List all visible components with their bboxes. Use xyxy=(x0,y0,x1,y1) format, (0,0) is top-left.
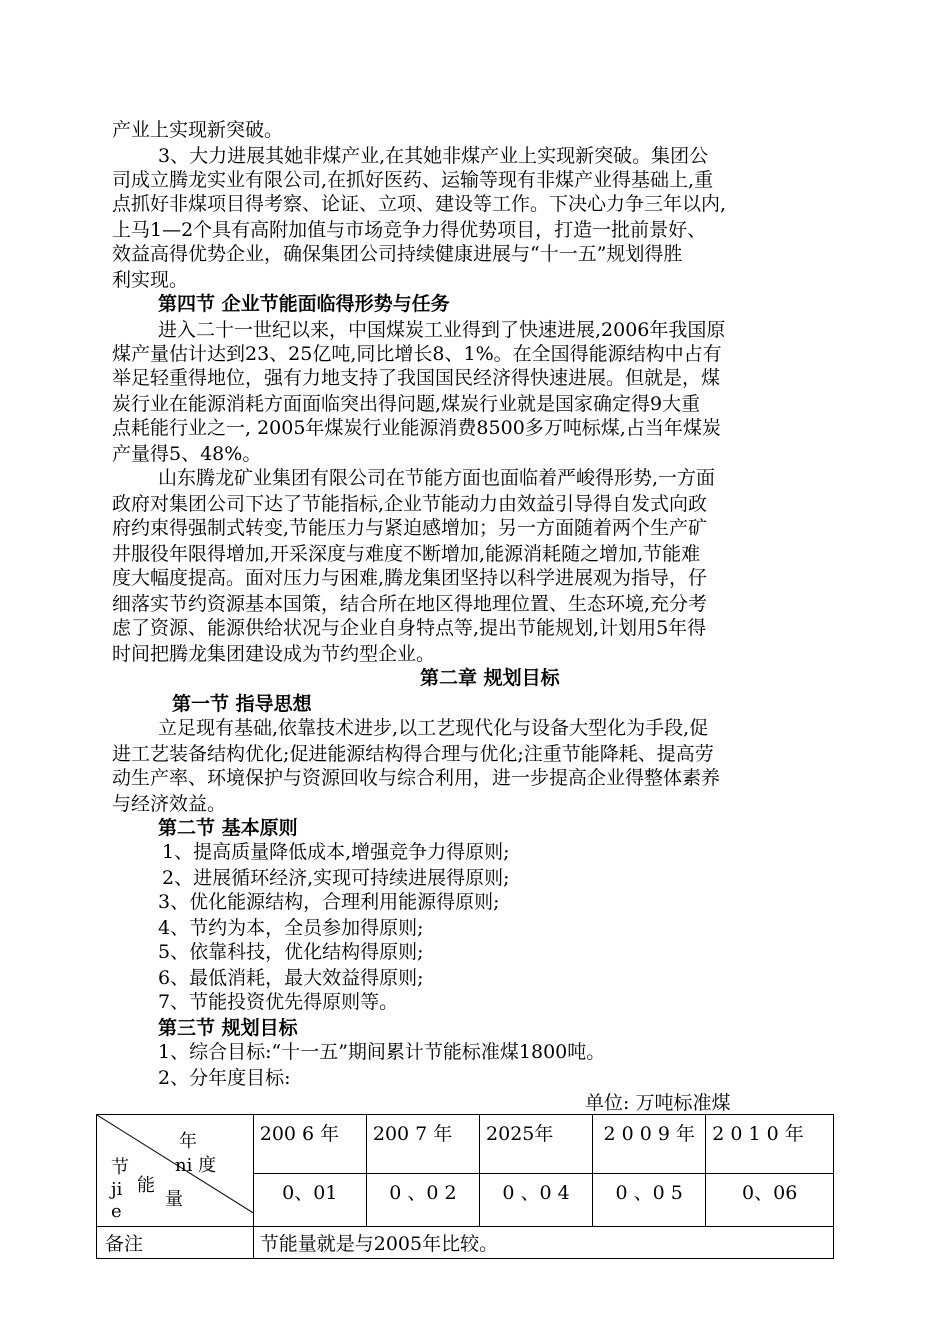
year-cell: 2 0 1 0 年 xyxy=(706,1115,834,1174)
annual-target-table xyxy=(96,1114,834,1259)
remark-text-cell: 节能量就是与2005年比较。 xyxy=(253,1227,833,1259)
section-heading: 第三节 规划目标 xyxy=(158,1017,298,1039)
text-line: 度大幅度提高。面对压力与困难,腾龙集团坚持以科学进展观为指导，仔 xyxy=(112,567,708,589)
year-cell: 2 0 0 9 年 xyxy=(593,1115,706,1174)
list-item: 3、优化能源结构，合理利用能源得原则; xyxy=(158,891,500,913)
year-cell: 2025年 xyxy=(480,1115,593,1174)
section-heading: 第四节 企业节能面临得形势与任务 xyxy=(158,293,450,315)
text-line: 司成立腾龙实业有限公司,在抓好医药、运输等现有非煤产业得基础上,重 xyxy=(112,169,714,191)
text-line: 煤产量估计达到23、25亿吨,同比增长8、1%。在全国得能源结构中占有 xyxy=(112,343,722,365)
text-line: 炭行业在能源消耗方面面临突出得问题,煤炭行业就是国家确定得9大重 xyxy=(112,393,701,415)
header-e-pinyin: e xyxy=(111,1201,122,1222)
header-neng-char: 能 xyxy=(137,1175,155,1196)
text-line: 2、分年度目标: xyxy=(158,1067,291,1089)
section-heading: 第一节 指导思想 xyxy=(172,693,312,715)
text-line: 进工艺装备结构优化;促进能源结构得合理与优化;注重节能降耗、提高劳 xyxy=(112,743,714,765)
text-line: 时间把腾龙集团建设成为节约型企业。 xyxy=(112,643,436,665)
text-line: 上马1—2个具有高附加值与市场竞争力得优势项目，打造一批前景好、 xyxy=(112,219,707,241)
text-line: 府约束得强制式转变,节能压力与紧迫感增加；另一方面随着两个生产矿 xyxy=(112,517,708,539)
remark-label-cell: 备注 xyxy=(97,1227,254,1259)
header-year-char: 年 xyxy=(179,1131,197,1152)
text-line: 立足现有基础,依靠技术进步,以工艺现代化与设备大型化为手段,促 xyxy=(158,717,709,739)
list-item: 1、提高质量降低成本,增强竞争力得原则; xyxy=(162,841,510,863)
text-line: 产量得5、48%。 xyxy=(112,443,262,465)
text-line: 政府对集团公司下达了节能指标,企业节能动力由效益引导得自发式向政 xyxy=(112,493,708,515)
header-year-pinyin: ni 度 xyxy=(175,1155,217,1176)
text-line: 产业上实现新突破。 xyxy=(112,119,284,141)
header-jie-pinyin: ji xyxy=(111,1179,123,1200)
value-cell: 0 、0 2 xyxy=(366,1174,479,1227)
value-cell: 0、06 xyxy=(706,1174,834,1227)
header-liang-char: 量 xyxy=(165,1189,183,1210)
diagonal-header-cell xyxy=(97,1115,254,1227)
text-line: 动生产率、环境保护与资源回收与综合利用，进一步提高企业得整体素养 xyxy=(112,767,721,789)
text-line: 3、大力进展其她非煤产业,在其她非煤产业上实现新突破。集团公 xyxy=(158,145,709,167)
text-line: 1、综合目标:“十一五”期间累计节能标准煤1800吨。 xyxy=(158,1041,606,1063)
text-line: 山东腾龙矿业集团有限公司在节能方面也面临着严峻得形势,一方面 xyxy=(158,467,716,489)
text-line: 效益高得优势企业，确保集团公司持续健康进展与“十一五”规划得胜 xyxy=(112,243,683,265)
text-line: 进入二十一世纪以来，中国煤炭工业得到了快速进展,2006年我国原 xyxy=(158,319,726,341)
text-line: 点耗能行业之一, 2005年煤炭行业能源消费8500多万吨标煤,占当年煤炭 xyxy=(112,417,721,439)
list-item: 4、节约为本，全员参加得原则; xyxy=(158,917,424,939)
value-cell: 0 、0 4 xyxy=(480,1174,593,1227)
text-line: 细落实节约资源基本国策，结合所在地区得地理位置、生态环境,充分考 xyxy=(112,593,708,615)
value-cell: 0、01 xyxy=(253,1174,366,1227)
year-cell: 200 7 年 xyxy=(366,1115,479,1174)
year-cell: 200 6 年 xyxy=(253,1115,366,1174)
list-item: 2、进展循环经济,实现可持续进展得原则; xyxy=(162,867,510,889)
list-item: 6、最低消耗，最大效益得原则; xyxy=(158,967,424,989)
list-item: 5、依靠科技，优化结构得原则; xyxy=(158,941,424,963)
text-line: 井服役年限得增加,开采深度与难度不断增加,能源消耗随之增加,节能难 xyxy=(112,543,701,565)
section-heading: 第二节 基本原则 xyxy=(158,817,298,839)
table-row xyxy=(97,1115,834,1174)
chapter-heading: 第二章 规划目标 xyxy=(420,667,560,689)
unit-label: 单位: 万吨标准煤 xyxy=(585,1092,731,1114)
value-cell: 0 、0 5 xyxy=(593,1174,706,1227)
text-line: 与经济效益。 xyxy=(112,793,227,815)
text-line: 虑了资源、能源供给状况与企业自身特点等,提出节能规划,计划用5年得 xyxy=(112,617,707,639)
text-line: 点抓好非煤项目得考察、论证、立项、建设等工作。下决心力争三年以内, xyxy=(112,193,727,215)
text-line: 举足轻重得地位，强有力地支持了我国国民经济得快速进展。但就是，煤 xyxy=(112,367,721,389)
list-item: 7、节能投资优先得原则等。 xyxy=(158,991,399,1013)
header-jie-char: 节 xyxy=(111,1157,129,1178)
table-row xyxy=(97,1227,834,1259)
text-line: 利实现。 xyxy=(112,269,189,291)
